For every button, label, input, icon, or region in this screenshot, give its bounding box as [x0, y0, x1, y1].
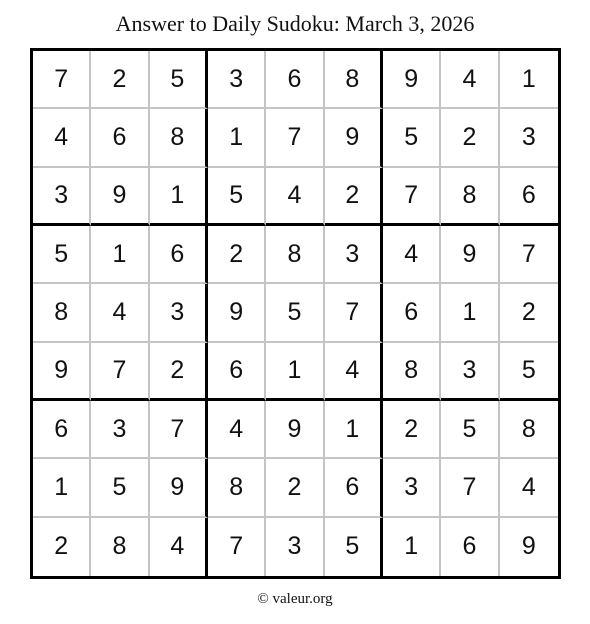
sudoku-cell-r3-c6: 2	[325, 168, 383, 226]
sudoku-cell-r3-c7: 7	[383, 168, 441, 226]
sudoku-cell-r1-c5: 6	[266, 51, 324, 109]
sudoku-cell-r7-c6: 1	[325, 401, 383, 459]
sudoku-cell-r2-c7: 5	[383, 109, 441, 167]
sudoku-cell-r2-c4: 1	[208, 109, 266, 167]
sudoku-cell-r5-c5: 5	[266, 284, 324, 342]
sudoku-cell-r8-c8: 7	[441, 459, 499, 517]
sudoku-cell-r8-c6: 6	[325, 459, 383, 517]
sudoku-cell-r9-c8: 6	[441, 518, 499, 576]
sudoku-cell-r9-c6: 5	[325, 518, 383, 576]
sudoku-cell-r7-c4: 4	[208, 401, 266, 459]
sudoku-cell-r6-c4: 6	[208, 343, 266, 401]
sudoku-cell-r1-c9: 1	[500, 51, 558, 109]
sudoku-cell-r4-c6: 3	[325, 226, 383, 284]
sudoku-cell-r2-c9: 3	[500, 109, 558, 167]
sudoku-cell-r7-c3: 7	[150, 401, 208, 459]
sudoku-cell-r4-c5: 8	[266, 226, 324, 284]
sudoku-cell-r7-c7: 2	[383, 401, 441, 459]
sudoku-cell-r8-c2: 5	[91, 459, 149, 517]
sudoku-cell-r9-c9: 9	[521, 532, 536, 561]
sudoku-cell-r4-c2: 1	[91, 226, 149, 284]
sudoku-cell-r1-c4: 3	[208, 51, 266, 109]
sudoku-cell-r7-c5: 9	[266, 401, 324, 459]
sudoku-cell-r9-c3: 4	[150, 518, 208, 576]
sudoku-cell-r8-c1: 1	[33, 459, 91, 517]
sudoku-cell-r3-c5: 4	[266, 168, 324, 226]
sudoku-cell-r6-c7: 8	[383, 343, 441, 401]
sudoku-cell-r3-c9: 6	[500, 168, 558, 226]
sudoku-cell-r1-c3: 5	[150, 51, 208, 109]
sudoku-cell-r6-c3: 2	[150, 343, 208, 401]
sudoku-cell-r2-c3: 8	[150, 109, 208, 167]
page-title: Answer to Daily Sudoku: March 3, 2026	[115, 11, 475, 36]
sudoku-cell-r7-c8: 5	[441, 401, 499, 459]
sudoku-cell-r3-c3: 1	[150, 168, 208, 226]
sudoku-cell-r5-c3: 3	[150, 284, 208, 342]
sudoku-cell-r4-c4: 2	[208, 226, 266, 284]
sudoku-cell-r6-c6: 4	[325, 343, 383, 401]
sudoku-cell-r4-c9: 7	[500, 226, 558, 284]
sudoku-cell-r5-c7: 6	[383, 284, 441, 342]
sudoku-cell-r4-c8: 9	[441, 226, 499, 284]
sudoku-cell-r3-c1: 3	[33, 168, 91, 226]
sudoku-cell-r8-c3: 9	[150, 459, 208, 517]
sudoku-cell-r6-c9: 5	[500, 343, 558, 401]
sudoku-cell-r1-c1: 7	[33, 51, 91, 109]
sudoku-cell-r8-c4: 8	[208, 459, 266, 517]
sudoku-cell-r8-c7: 3	[383, 459, 441, 517]
sudoku-cell-r5-c9: 2	[500, 284, 558, 342]
sudoku-cell-r6-c5: 1	[266, 343, 324, 401]
sudoku-cell-r7-c9: 8	[500, 401, 558, 459]
sudoku-cell-r5-c4: 9	[208, 284, 266, 342]
sudoku-cell-r3-c2: 9	[91, 168, 149, 226]
sudoku-board	[30, 48, 561, 579]
sudoku-cell-r2-c8: 2	[441, 109, 499, 167]
sudoku-cell-r4-c7: 4	[383, 226, 441, 284]
sudoku-cell-r5-c6: 7	[325, 284, 383, 342]
sudoku-cell-r8-c5: 2	[266, 459, 324, 517]
sudoku-cell-r9-c4: 7	[208, 518, 266, 576]
sudoku-cell-r9-c5: 3	[266, 518, 324, 576]
sudoku-cell-r3-c4: 5	[208, 168, 266, 226]
copyright-footer: © valeur.org	[257, 591, 333, 607]
sudoku-cell-r1-c2: 2	[91, 51, 149, 109]
sudoku-cell-r2-c2: 6	[91, 109, 149, 167]
sudoku-cell-r5-c8: 1	[441, 284, 499, 342]
sudoku-cell-r2-c1: 4	[33, 109, 91, 167]
sudoku-cell-r6-c2: 7	[91, 343, 149, 401]
sudoku-cell-r3-c8: 8	[441, 168, 499, 226]
sudoku-cell-r1-c6: 8	[325, 51, 383, 109]
sudoku-cell-r9-c2: 8	[91, 518, 149, 576]
sudoku-cell-r8-c9: 4	[500, 459, 558, 517]
sudoku-cell-r9-c7: 1	[383, 518, 441, 576]
sudoku-cell-r5-c1: 8	[33, 284, 91, 342]
sudoku-cell-r7-c1: 6	[33, 401, 91, 459]
sudoku-cell-r6-c8: 3	[441, 343, 499, 401]
sudoku-cell-r5-c2: 4	[91, 284, 149, 342]
sudoku-cell-r1-c7: 9	[383, 51, 441, 109]
sudoku-cell-r6-c1: 9	[33, 343, 91, 401]
sudoku-cell-r4-c1: 5	[33, 226, 91, 284]
sudoku-cell-r2-c5: 7	[266, 109, 324, 167]
sudoku-cell-r4-c3: 6	[150, 226, 208, 284]
sudoku-cell-r9-c1: 2	[33, 518, 91, 576]
sudoku-cell-r2-c6: 9	[325, 109, 383, 167]
sudoku-cell-r1-c8: 4	[441, 51, 499, 109]
sudoku-cell-r7-c2: 3	[91, 401, 149, 459]
